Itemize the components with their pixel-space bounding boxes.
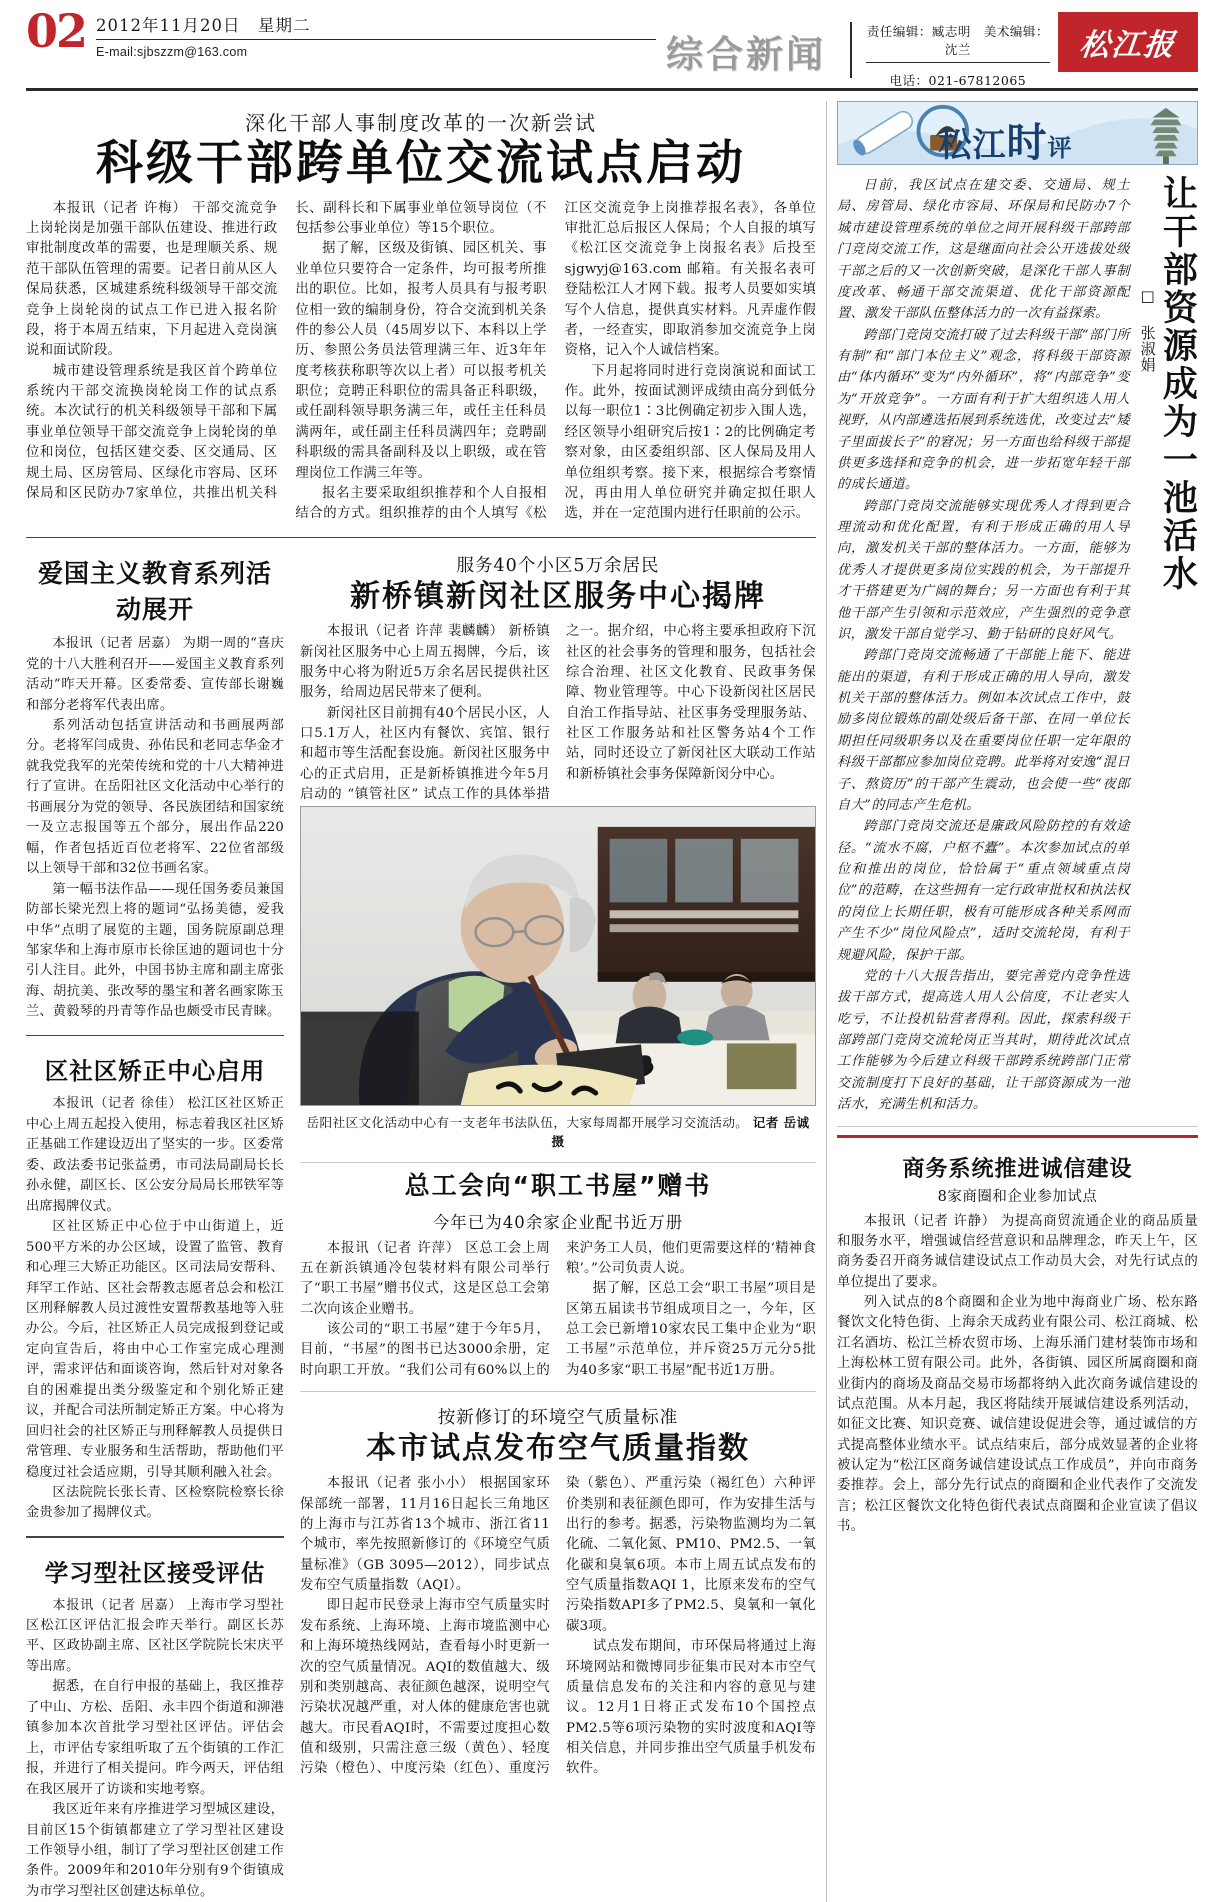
lead-paragraph: 报名主要采取组织推荐和个人自报相结合的方式。组织推荐的由个人填写《松江区交流竞争上岗推荐报名表》，各单位审批汇总后报区人保局；个人自报的填写《松江区交流竞争上岗报名表》后投至 sjgwyj@163.com 邮箱。有关报名表可登陆松江人才网下载。报考人员要如实填写个人信息，提供真实材料。凡弄虚作假者，一经查实，即取消参加交流竞争上岗资格，记入个人诚信档案。 bbox=[295, 200, 816, 522]
correction-paragraph: 本报讯（记者 徐佳） 松江区社区矫正中心上周五起投入使用，标志着我区社区矫正基础工作建设迈出了坚实的一步。区委常委、政法委书记张益勇，市司法局副局长长孙永健，副区长、区公安分局局长邢铁军等出席揭牌仪式。 bbox=[26, 1096, 284, 1214]
credit-headline: 商务系统推进诚信建设 bbox=[902, 1156, 1133, 1182]
article-community-center bbox=[300, 548, 816, 1151]
air-kicker: 按新修订的环境空气质量标准 bbox=[437, 1408, 679, 1429]
books-headline: 总工会向“职工书屋”赠书 bbox=[404, 1170, 712, 1200]
banner-title bbox=[939, 111, 1073, 165]
phone-number: 电话：021-67812065 bbox=[889, 73, 1027, 88]
correction-paragraph: 区社区矫正中心位于中山街道上，近500平方米的办公区域，设置了监管、教育和心理三大矫正功能区。区司法局安帮科、拜罕工作站、区社会帮教志愿者总会和松江区刑释解教人员过渡性安置帮教基地等入驻办公。今后，社区矫正人员完成报到登记或定向宣告后，将由中心工作室完成心理测评，需求评估和面谈咨询，然后针对对象各自的困难提出类分级鉴定和个别化矫正建议，并配合司法所制定矫正方案。中心将为回归社会的社区矫正与刑释解教人员提供日常管理、专业服务和生活帮助，帮助他们平稳度过社会适应期，引导其顺利融入社会。 bbox=[26, 1219, 284, 1480]
books-paragraph: 据了解，区总工会“职工书屋”项目是区第五届读书节组成项目之一，今年，区总工会已新增10家农民工集中企业为“职工书屋”示范单位，并斥资25万元分5批为40多家“职工书屋”配书近1万册。 bbox=[566, 1281, 816, 1378]
patriotic-paragraph: 第一幅书法作品——现任国务委员兼国防部长梁光烈上将的题词“弘扬美德，爱我中华”点明了展览的主题，国务院原副总理邹家华和上海市原市长徐匡迪的题词也十分引人注目。此外，中国书协主席和副主席张海、胡抗美、张改琴的墨宝和著名画家陈玉兰、黄毅琴的丹青等作品也颇受市民青睐。 bbox=[26, 881, 284, 1020]
lead-kicker: 深化干部人事制度改革的一次新尝试 bbox=[245, 111, 597, 135]
secondary-zone bbox=[26, 548, 816, 1902]
left-narrow-column bbox=[26, 548, 284, 1902]
lead-headline: 科级干部跨单位交流试点启动 bbox=[96, 136, 746, 191]
commentary-title: 让干部资源成为一池活水 bbox=[1157, 175, 1198, 593]
books-subhead: 今年已为40余家企业配书近万册 bbox=[432, 1212, 684, 1232]
lead-paragraph: 据了解，区级及街镇、园区机关、事业单位只要符合一定条件，均可报考所推出的职位。比如，报考人员具有与报考职位相一致的编制身份，符合交流到机关条件的参公人员（45周岁以下、本科以上学历、参照公务员法管理满三年、近3年年度考核获称职等次以上者）可以报考机关职位；竞聘正科职位的需具备正科职级，或任副科领导职务满三年，或任主任科员满两年，或任副主任科员满四年；竞聘副科职级的需具备副科及以上职级，或在管理岗位工作满三年等。 bbox=[295, 241, 547, 481]
paper-logo bbox=[1058, 12, 1198, 72]
article-business-credit bbox=[837, 1148, 1198, 1538]
paper-logo-text: 松江报 bbox=[1077, 28, 1178, 63]
section-rule bbox=[837, 1126, 1198, 1127]
section-rule bbox=[26, 537, 816, 539]
center-column bbox=[284, 548, 816, 1902]
commentary-paragraph: 跨部门竞岗交流能够实现优秀人才得到更合理流动和优化配置，有利于形成正确的用人导向，激发机关干部的整体活力。一方面，能够为优秀人才提供更多岗位实践的机会，为干部提升才干搭建更为广阔的舞台；另一方面也有利于其他干部产生引领和示范效应，产生强烈的竞争意识，激发干部自觉学习、勤于钻研的良好风气。 bbox=[837, 498, 1130, 642]
books-paragraph: 该公司的“职工书屋”建于今年5月，目前，“书屋”的图书已达3000余册，定时向职工开放。“我们公司有60%以上的来沪务工人员，他们更需要这样的‘精神食粮’。”公司负责人说。 bbox=[300, 1240, 816, 1378]
correction-paragraph: 区法院院长张长青、区检察院检察长徐金贵参加了揭牌仪式。 bbox=[26, 1485, 284, 1521]
banner-title-big: 时 bbox=[1006, 119, 1048, 165]
contact-email: E-mail:sjbszzm@163.com bbox=[96, 45, 248, 59]
correction-headline: 区社区矫正中心启用 bbox=[44, 1057, 266, 1086]
community-headline: 新桥镇新闵社区服务中心揭牌 bbox=[350, 579, 766, 615]
air-headline: 本市试点发布空气质量指数 bbox=[366, 1431, 750, 1467]
air-body bbox=[300, 1474, 816, 1780]
photo-caption bbox=[300, 1106, 816, 1152]
community-kicker: 服务40个小区5万余居民 bbox=[456, 556, 660, 577]
banner-title-small: 评 bbox=[1047, 133, 1073, 162]
calligraphy-photo bbox=[300, 806, 816, 1106]
lead-article bbox=[26, 101, 816, 525]
commentary-paragraph: 跨部门竞岗交流畅通了干部能上能下、能进能出的渠道，有利于形成正确的用人导向，激发机关干部的整体活力。例如本次试点工作中，鼓励多岗位锻炼的副处级后备干部、在同一单位长期担任同级职务以及在重要岗位任职一定年限的科级干部都应参加岗位竞聘。此举将对安逸“混日子、熬资历”的干部产生震动，也会使一些“夜郎自大”的同志产生危机。 bbox=[837, 648, 1130, 813]
air-paragraph: 本报讯（记者 张小小） 根据国家环保部统一部署，11月16日起长三角地区的上海市与江苏省13个城市、浙江省11个城市，率先按照新修订的《环境空气质量标准》（GB 3095—2012），同步试点发布空气质量指数（AQI）。 bbox=[300, 1476, 550, 1594]
article-patriotic-education bbox=[26, 548, 284, 1023]
credit-subhead: 8家商圈和企业参加试点 bbox=[937, 1188, 1098, 1205]
photo-caption-text: 岳阳社区文化活动中心有一支老年书法队伍，大家每周都开展学习交流活动。 bbox=[306, 1114, 749, 1130]
article-correction-center bbox=[26, 1046, 284, 1524]
community-body bbox=[300, 622, 816, 805]
learning-headline: 学习型社区接受评估 bbox=[44, 1558, 266, 1587]
masthead bbox=[26, 0, 1198, 86]
masthead-divider bbox=[850, 22, 852, 78]
editors-block bbox=[866, 8, 1050, 89]
commentary-text bbox=[837, 175, 1130, 1116]
article-book-donation bbox=[300, 1171, 816, 1382]
lead-body bbox=[26, 199, 816, 525]
air-paragraph: 即日起市民登录上海市空气质量实时发布系统、上海环境、上海市境监测中心和上海环境热线网站，查看每小时更新一次的空气质量情况。AQI的数值越大、级别和类别越高、表征颜色越深，说明空气污染状况越严重，对人体的健康危害也就越大。市民看AQI时，不需要过度担心数值和级别，只需注意三级（黄色）、轻度污染（橙色）、中度污染（红色）、重度污染（紫色）、严重污染（褐红色）六种评价类别和表征颜色即可，作为安排生活与出行的参考。据悉，污染物监测均为二氧化硫、二氧化氮、PM10、PM2.5、一氧化碳和臭氧6项。本市上周五试点发布的空气质量指数AQI 1，比原来发布的空气污染指数API多了PM2.5、臭氧和一氧化碳3项。 bbox=[300, 1476, 816, 1777]
section-rule bbox=[300, 1162, 816, 1163]
article-learning-community bbox=[26, 1548, 284, 1902]
section-rule bbox=[26, 1536, 284, 1538]
patriotic-headline: 爱国主义教育系列活动展开 bbox=[37, 559, 272, 625]
section-rule bbox=[26, 1035, 284, 1037]
lead-paragraph: 下月起将同时进行竞岗演说和面试工作。此外，按面试测评成绩由高分到低分以每一职位1∶3比例确定初步入围人选，经区领导小组研究后按1∶2的比例确定考察对象，由区委组织部、区人保局及用人单位组织考察。接下来，根据综合考察情况，再由用人单位研究并确定拟任职人选，并在一定范围内进行任职前的公示。 bbox=[564, 363, 816, 522]
page-grid bbox=[26, 101, 1198, 1902]
lead-paragraph: 城市建设管理系统是我区首个跨单位系统内干部交流换岗轮岗工作的试点系统。本次试行的机关科级领导干部和下属事业单位领导干部交流竞争上岗轮岗的单位和岗位，包括区建交委、区交通局、区规土局、区房管局、区绿化市容局、区环保局和区民防办7家单位，共推出机关科长、副科长和下属事业单位领导岗位（不包括参公事业单位）等15个职位。 bbox=[26, 200, 547, 501]
publication-date: 2012年11月20日 星期二 bbox=[96, 12, 656, 40]
commentary-content bbox=[837, 175, 1198, 1116]
commentary-paragraph: 跨部门竞岗交流还是廉政风险防控的有效途径。“流水不腐，户枢不蠹”。本次参加试点的单位和推出的岗位，恰恰属于“重点领域重点岗位”的范畴，在这些拥有一定行政审批权和执法权的岗位上长期任职，极有可能形成各种关系网而产生不少“岗位风险点”，适时交流轮岗，有利于规避风险，保护干部。 bbox=[837, 819, 1130, 963]
credit-paragraph: 本报讯（记者 许静） 为提高商贸流通企业的商品质量和服务水平，增强诚信经营意识和品牌理念，昨天上午，区商务委召开商务诚信建设试点工作动员大会，对先行试点的单位提出了要求。 bbox=[837, 1213, 1198, 1290]
commentary-title-column bbox=[1130, 175, 1198, 1116]
page-number: 02 bbox=[26, 4, 87, 58]
commentary-zone bbox=[837, 101, 1198, 1902]
learning-paragraph: 我区近年来有序推进学习型城区建设，目前区15个街镇都建立了学习型社区建设工作领导小组，制订了学习型社区创建工作条件。2009年和2010年分别有9个街镇成为市学习型社区创建达标单位。 bbox=[26, 1802, 284, 1899]
photo-credit: 记者 岳诚 摄 bbox=[551, 1114, 810, 1149]
main-column-zone bbox=[26, 101, 816, 1902]
patriotic-paragraph: 本报讯（记者 居嘉） 为期一周的“喜庆党的十八大胜利召开——爱国主义教育系列活动”昨天开幕。区委常委、宣传部长谢巍和部分老将军代表出席。 bbox=[26, 636, 284, 713]
air-paragraph: 试点发布期间，市环保局将通过上海环境网站和微博同步征集市民对本市空气质量信息发布的关注和内容的意见与建议。12月1日将正式发布10个国控点PM2.5等6项污染物的实时波度和AQI等相关信息，并同步推出空气质量手机发布软件。 bbox=[566, 1639, 816, 1777]
community-paragraph: 新闵社区目前拥有40个居民小区，人口5.1万人，社区内有餐饮、宾馆、银行和超市等生活配套设施。新闵社区服务中心的正式启用，正是新桥镇推进今年5月启动的 “镇管社区” 试点工作的具体举措之一。据介绍，中心将主要承担政府下沉社区的社会事务的管理和服务，包括社会综合治理、社区文化教育、民政事务保障、物业管理等。中心下设新闵社区居民自治工作指导站、社区事务受理服务站、社区工作服务站和社区警务站4个工作站，同时还设立了新闵社区大联动工作站和新桥镇社会事务保障新闵分中心。 bbox=[300, 624, 816, 803]
section-title: 综合新闻 bbox=[666, 32, 827, 76]
books-body bbox=[300, 1239, 816, 1382]
banner-title-left: 松江 bbox=[938, 125, 1007, 164]
credit-paragraph: 列入试点的8个商圈和企业为地中海商业广场、松东路餐饮文化特色街、上海余天成药业有限公司、松江商城、松江名酒坊、松江兰桥农贸市场、上海乐涌门建材装饰市场和上海松林工贸有限公司。此外，各街镇、园区所属商圈和商业街内的商场及商品交易市场都将纳入此次商务诚信建设的试点范围。从本月起，我区将陆续开展诚信建设系列活动，如征文比赛、知识竞赛、诚信建设促进会等，通过诚信的方式提高整体业绩水平。试点结束后，部分成效显著的企业将被认定为“松江区商务诚信建设试点工作成员”，并向市商务委推荐。会上，部分先行试点的商圈和企业代表作了交流发言；松江区餐饮文化特色街代表试点商圈和企业宣读了倡议书。 bbox=[837, 1295, 1198, 1535]
editor-credits: 责任编辑：臧志明 美术编辑：沈兰 bbox=[866, 22, 1050, 63]
learning-paragraph: 本报讯（记者 居嘉） 上海市学习型社区松江区评估汇报会昨天举行。副区长苏平、区政协副主席、区社区学院院长宋庆平等出席。 bbox=[26, 1597, 284, 1674]
article-air-quality bbox=[300, 1400, 816, 1780]
zone-divider bbox=[826, 101, 827, 1902]
learning-paragraph: 据悉，在自行申报的基础上，我区推荐了中山、方松、岳阳、永丰四个街道和泖港镇参加本次首批学习型社区评估。评估会上，市评估专家组听取了五个街镇的工作汇报，并进行了相关提问。昨今两天，评估组在我区展开了访谈和实地考察。 bbox=[26, 1679, 284, 1797]
accent-rule bbox=[837, 1135, 1198, 1138]
lead-paragraph: 本报讯（记者 许梅） 干部交流竞争上岗轮岗是加强干部队伍建设、推进行政审批制度改革的需要，也是理顺关系、规范干部队伍管理的需要。记者日前从区人保局获悉，区城建系统科级领导干部交流竞争上岗轮岗的试点工作已进入报名阶段，将于本周五结束，下月起进入竞岗演说和面试阶段。 bbox=[26, 200, 278, 359]
commentary-paragraph: 党的十八大报告指出，要完善党内竞争性选拔干部方式，提高选人用人公信度，不让老实人吃亏，不让投机钻营者得利。因此，探索科级干部跨部门竞岗交流轮岗正当其时，期待此次试点工作能够为今后建立科级干部跨系统跨部门正常交流制度打下良好的基础，让干部资源成为一池活水，充满生机和活力。 bbox=[837, 968, 1130, 1113]
date-block bbox=[96, 8, 656, 59]
community-paragraph: 本报讯（记者 许萍 裴麟麟） 新桥镇新闵社区服务中心上周五揭牌，今后，该服务中心将为附近5万余名居民提供社区服务，给周边居民带来了便利。 bbox=[300, 624, 550, 701]
patriotic-paragraph: 系列活动包括宣讲活动和书画展两部分。老将军闫成贵、孙佑民和老同志华金才就我党我军的光荣传统和党的十八大精神进行了宣讲。在岳阳社区文化活动中心举行的书画展分为党的领导、各民族团结和国家统一及立志报国等五个部分，展出作品220幅，作者包括近百位老将军、22位省部级以上领导干部和32位书画名家。 bbox=[26, 718, 284, 877]
commentary-banner bbox=[837, 101, 1198, 165]
books-paragraph: 本报讯（记者 许萍） 区总工会上周五在新浜镇通冷包装材料有限公司举行了“职工书屋”赠书仪式，这是区总工会第二次向该企业赠书。 bbox=[300, 1240, 550, 1317]
section-rule bbox=[300, 1391, 816, 1392]
commentary-paragraph: 跨部门竞岗交流打破了过去科级干部“部门所有制”和“部门本位主义”观念，将科级干部资源由“体内循环”变为“内外循环”，将“内部竞争”变为“开放竞争”。一方面有利于扩大组织选人用人视野，从内部遴选拓展到系统选优，改变过去“矮子里面拔长子”的窘况；另一方面也给科级干部提供更多选择和竞争的机会，进一步拓宽年轻干部的成长通道。 bbox=[837, 327, 1130, 493]
commentary-paragraph: 日前，我区试点在建交委、交通局、规土局、房管局、绿化市容局、环保局和民防办7个城市建设管理系统的单位之间开展科级干部跨部门竞岗交流工作，这是继面向社会公开选拔处级干部之后的又一次创新突破，是深化干部人事制度改革、畅通干部交流渠道、优化干部资源配置、激发干部队伍整体活力的一次有益探索。 bbox=[837, 178, 1130, 322]
commentary-author: □ 张淑娟 bbox=[1138, 287, 1157, 373]
calligraphy-photo-illustration bbox=[301, 807, 815, 1105]
